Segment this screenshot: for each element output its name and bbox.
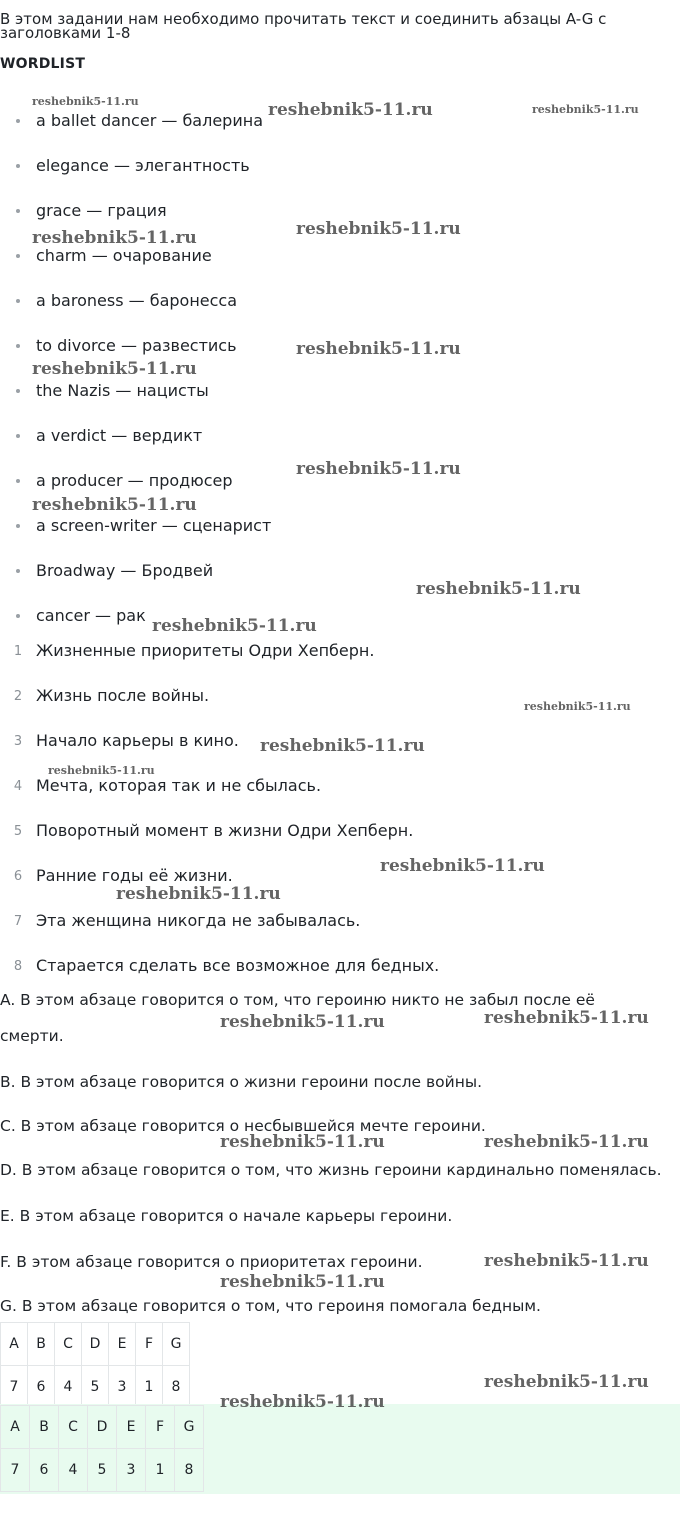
paragraph-e: E. В этом абзаце говорится о начале карьеры героини. xyxy=(0,1207,453,1225)
watermark: reshebnik5-11.ru xyxy=(48,764,155,777)
paragraph-c: C. В этом абзаце говорится о несбывшейся мечте героини. xyxy=(0,1117,486,1135)
answer-number-cell: 7 xyxy=(1,1449,30,1492)
watermark: reshebnik5-11.ru xyxy=(296,339,461,359)
answer-number-cell: 1 xyxy=(136,1366,163,1409)
watermark: reshebnik5-11.ru xyxy=(296,459,461,479)
answer-letter-cell: F xyxy=(146,1406,175,1449)
answer-letter-cell: A xyxy=(1,1323,28,1366)
answer-number-cell: 6 xyxy=(30,1449,59,1492)
watermark: reshebnik5-11.ru xyxy=(32,495,197,515)
watermark: reshebnik5-11.ru xyxy=(220,1272,385,1292)
answer-letter-cell: G xyxy=(163,1323,190,1366)
answer-table-letters-row xyxy=(1,1406,204,1449)
watermark: reshebnik5-11.ru xyxy=(260,736,425,756)
bullet-icon xyxy=(16,569,20,573)
answer-letter-cell: D xyxy=(82,1323,109,1366)
watermark: reshebnik5-11.ru xyxy=(532,103,639,116)
paragraph-b: B. В этом абзаце говорится о жизни героини после войны. xyxy=(0,1073,482,1091)
answer-letter-cell: E xyxy=(109,1323,136,1366)
watermark: reshebnik5-11.ru xyxy=(220,1392,385,1412)
answer-number-cell: 8 xyxy=(175,1449,204,1492)
answer-letter-cell: F xyxy=(136,1323,163,1366)
bullet-icon xyxy=(16,164,20,168)
intro-text-clipped: заголовками 1-8 xyxy=(0,24,131,42)
answer-number-cell: 6 xyxy=(28,1366,55,1409)
watermark: reshebnik5-11.ru xyxy=(220,1132,385,1152)
intro-text: В этом задании нам необходимо прочитать текст и соединить абзацы A-G с xyxy=(0,10,607,28)
watermark: reshebnik5-11.ru xyxy=(268,100,433,120)
paragraph-d: D. В этом абзаце говорится о том, что жизнь героини кардинально поменялась. xyxy=(0,1161,662,1179)
answer-letter-cell: G xyxy=(175,1406,204,1449)
bullet-icon xyxy=(16,119,20,123)
answer-number-cell: 3 xyxy=(117,1449,146,1492)
bullet-icon xyxy=(16,434,20,438)
answer-letter-cell: A xyxy=(1,1406,30,1449)
answer-letter-cell: D xyxy=(88,1406,117,1449)
bullet-icon xyxy=(16,479,20,483)
answer-table-letters-row xyxy=(1,1323,190,1366)
answer-number-cell: 1 xyxy=(146,1449,175,1492)
answer-letter-cell: B xyxy=(30,1406,59,1449)
answer-number-cell: 4 xyxy=(59,1449,88,1492)
watermark: reshebnik5-11.ru xyxy=(296,219,461,239)
answer-number-cell: 5 xyxy=(88,1449,117,1492)
bullet-icon xyxy=(16,524,20,528)
watermark: reshebnik5-11.ru xyxy=(32,359,197,379)
paragraph-a-line2: смерти. xyxy=(0,1027,64,1045)
paragraph-f: F. В этом абзаце говорится о приоритетах героини. xyxy=(0,1253,423,1271)
watermark: reshebnik5-11.ru xyxy=(416,579,581,599)
watermark: reshebnik5-11.ru xyxy=(32,95,139,108)
answer-table-numbers-row xyxy=(1,1449,204,1492)
answer-number-cell: 7 xyxy=(1,1366,28,1409)
watermark: reshebnik5-11.ru xyxy=(484,1251,649,1271)
answer-number-cell: 4 xyxy=(55,1366,82,1409)
watermark: reshebnik5-11.ru xyxy=(484,1008,649,1028)
answer-letter-cell: E xyxy=(117,1406,146,1449)
answer-number-cell: 5 xyxy=(82,1366,109,1409)
watermark: reshebnik5-11.ru xyxy=(524,700,631,713)
bullet-icon xyxy=(16,299,20,303)
watermark: reshebnik5-11.ru xyxy=(484,1132,649,1152)
answer-letter-cell: C xyxy=(55,1323,82,1366)
answer-number-cell: 3 xyxy=(109,1366,136,1409)
answer-table-highlighted xyxy=(0,1405,204,1492)
watermark: reshebnik5-11.ru xyxy=(116,884,281,904)
watermark: reshebnik5-11.ru xyxy=(220,1012,385,1032)
bullet-icon xyxy=(16,344,20,348)
watermark: reshebnik5-11.ru xyxy=(484,1372,649,1392)
answer-table-numbers-row xyxy=(1,1366,190,1409)
answer-letter-cell: B xyxy=(28,1323,55,1366)
paragraph-a-line1: A. В этом абзаце говорится о том, что героиню никто не забыл после её xyxy=(0,991,595,1009)
watermark: reshebnik5-11.ru xyxy=(380,856,545,876)
bullet-icon xyxy=(16,614,20,618)
answer-table xyxy=(0,1322,190,1409)
bullet-icon xyxy=(16,389,20,393)
answer-letter-cell: C xyxy=(59,1406,88,1449)
bullet-icon xyxy=(16,254,20,258)
bullet-icon xyxy=(16,209,20,213)
watermark: reshebnik5-11.ru xyxy=(32,228,197,248)
paragraph-g: G. В этом абзаце говорится о том, что героиня помогала бедным. xyxy=(0,1297,541,1315)
answer-number-cell: 8 xyxy=(163,1366,190,1409)
watermark: reshebnik5-11.ru xyxy=(152,616,317,636)
wordlist-heading: WORDLIST xyxy=(0,56,86,72)
